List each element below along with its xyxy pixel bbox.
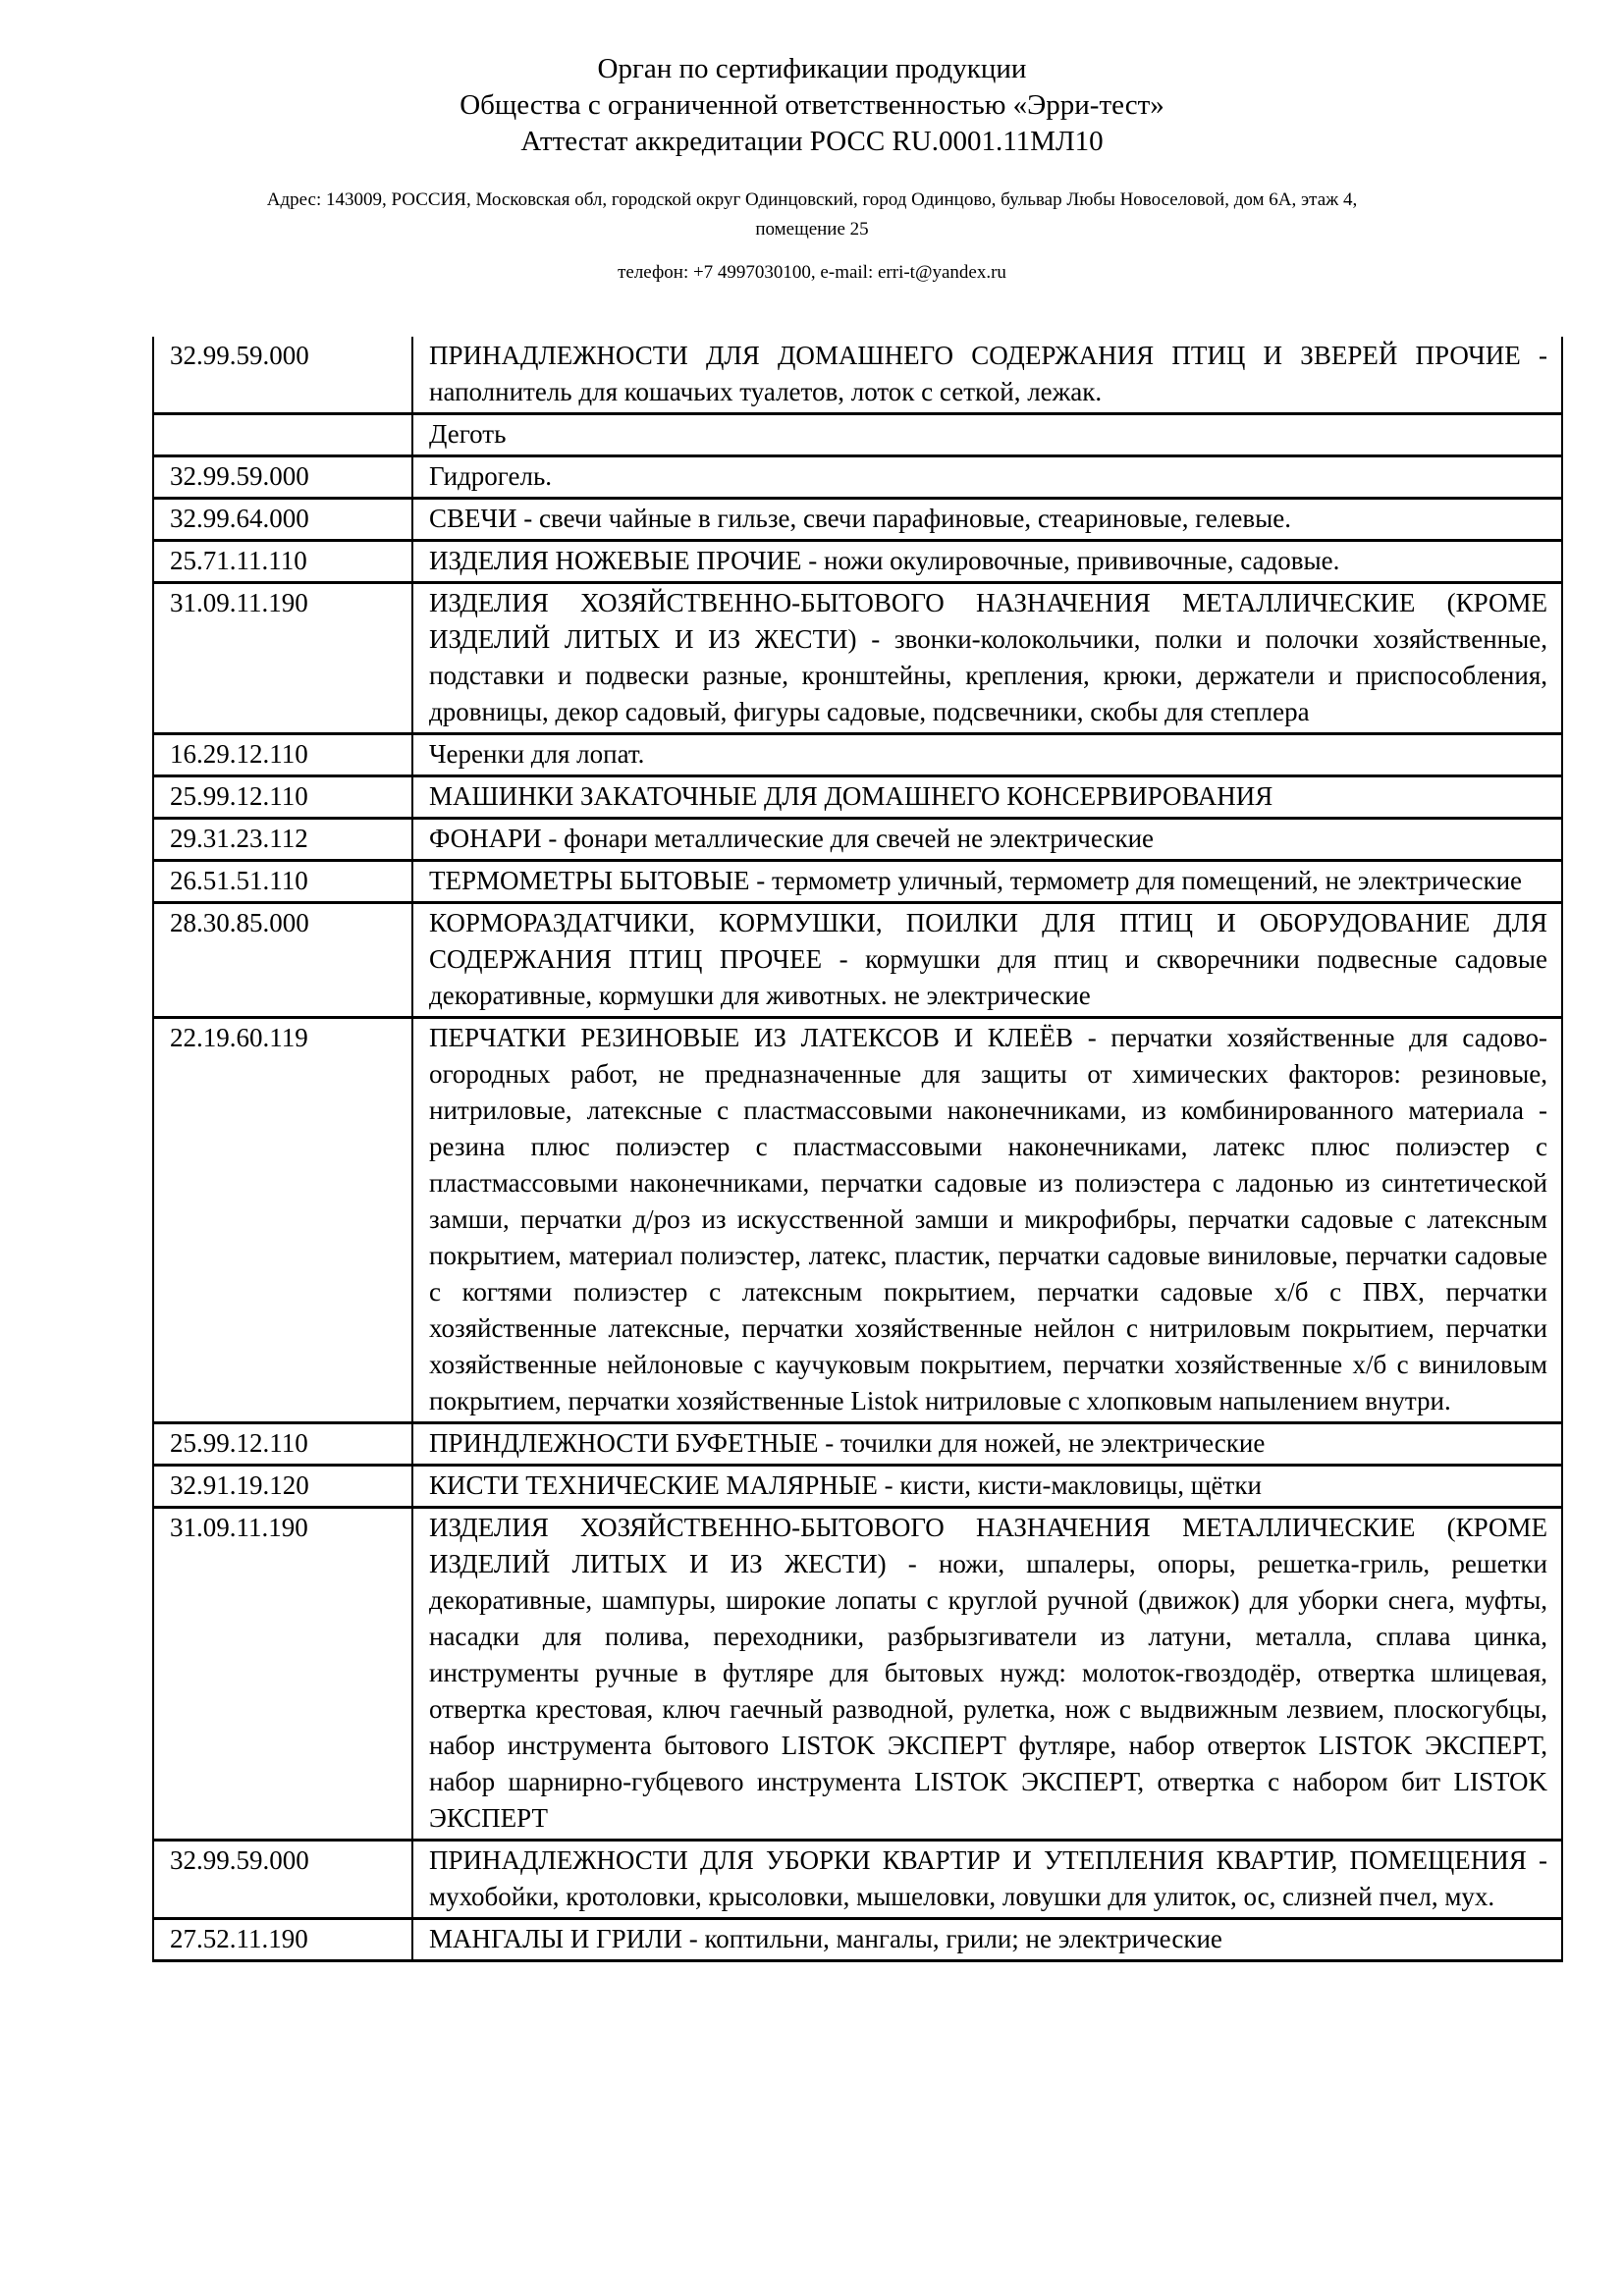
product-description-cell: ИЗДЕЛИЯ ХОЗЯЙСТВЕННО-БЫТОВОГО НАЗНАЧЕНИЯ МЕТАЛЛИЧЕСКИЕ (КРОМЕ ИЗДЕЛИЙ ЛИТЫХ И ИЗ ЖЕСТИ) - ножи, шпалеры, опоры, решетка-гриль, решетки декоративные, шампуры, широкие лопаты с круглой ручной (движок) для уборки снега, муфты, насадки для полива, переходники, разбрызгиватели из латуни, металла, сплава цинка, инструменты ручные в футляре для бытовых нужд: молоток-гвоздодёр, отвертка шлицевая, отвертка крестовая, ключ гаечный разводной, рулетка, нож с выдвижным лезвием, плоскогубцы, набор инструмента бытового LISTOK ЭКСПЕРТ футляре, набор отверток LISTOK ЭКСПЕРТ, набор шарнирно-губцевого инструмента LISTOK ЭКСПЕРТ, отвертка с набором бит LISTOK ЭКСПЕРТ: [412, 1508, 1562, 1841]
address-block: [0, 186, 1624, 244]
product-code-cell: [153, 414, 412, 456]
table-row: [153, 1466, 1562, 1508]
table-row: [153, 776, 1562, 819]
table-row: [153, 861, 1562, 903]
product-description-cell: СВЕЧИ - свечи чайные в гильзе, свечи парафиновые, стеариновые, гелевые.: [412, 499, 1562, 541]
organization-name: Общества с ограниченной ответственностью «Эрри-тест»: [460, 89, 1164, 121]
product-description-cell: ИЗДЕЛИЯ ХОЗЯЙСТВЕННО-БЫТОВОГО НАЗНАЧЕНИЯ МЕТАЛЛИЧЕСКИЕ (КРОМЕ ИЗДЕЛИЙ ЛИТЫХ И ИЗ ЖЕСТИ) - звонки-колокольчики, полки и полочки хозяйственные, подставки и подвески разные, кронштейны, крепления, крюки, держатели и приспособления, дровницы, декор садовый, фигуры садовые, подсвечники, скобы для степлера: [412, 583, 1562, 734]
product-description-cell: КОРМОРАЗДАТЧИКИ, КОРМУШКИ, ПОИЛКИ ДЛЯ ПТИЦ И ОБОРУДОВАНИЕ ДЛЯ СОДЕРЖАНИЯ ПТИЦ ПРОЧЕЕ - кормушки для птиц и скворечники подвесные садовые декоративные, кормушки для животных. не электрические: [412, 903, 1562, 1018]
table-row: [153, 903, 1562, 1018]
product-code-cell: 25.99.12.110: [153, 776, 412, 819]
product-code-cell: 31.09.11.190: [153, 583, 412, 734]
table-row: [153, 1508, 1562, 1841]
product-description-cell: ПРИНАДЛЕЖНОСТИ ДЛЯ УБОРКИ КВАРТИР И УТЕПЛЕНИЯ КВАРТИР, ПОМЕЩЕНИЯ - мухобойки, кротоловки, крысоловки, мышеловки, ловушки для улиток, ос, слизней пчел, мух.: [412, 1841, 1562, 1919]
product-description-cell: МАШИНКИ ЗАКАТОЧНЫЕ ДЛЯ ДОМАШНЕГО КОНСЕРВИРОВАНИЯ: [412, 776, 1562, 819]
address-line-1: Адрес: 143009, РОССИЯ, Московская обл, городской округ Одинцовский, город Одинцово, бульвар Любы Новоселовой, дом 6А, этаж 4,: [266, 189, 1358, 210]
product-description-cell: ТЕРМОМЕТРЫ БЫТОВЫЕ - термометр уличный, термометр для помещений, не электрические: [412, 861, 1562, 903]
product-code-cell: 32.91.19.120: [153, 1466, 412, 1508]
product-codes-table-body: [153, 337, 1562, 1961]
product-code-cell: 32.99.59.000: [153, 456, 412, 499]
address-line-2: помещение 25: [755, 219, 869, 240]
accreditation-certificate: Аттестат аккредитации РОСС RU.0001.11МЛ10: [520, 126, 1104, 157]
product-description-cell: ПРИНДЛЕЖНОСТИ БУФЕТНЫЕ - точилки для ножей, не электрические: [412, 1423, 1562, 1466]
product-code-cell: 25.99.12.110: [153, 1423, 412, 1466]
product-description-cell: ФОНАРИ - фонари металлические для свечей не электрические: [412, 819, 1562, 861]
product-description-cell: Черенки для лопат.: [412, 734, 1562, 776]
product-code-cell: 27.52.11.190: [153, 1919, 412, 1961]
product-code-cell: 25.71.11.110: [153, 541, 412, 583]
table-row: [153, 541, 1562, 583]
table-row: [153, 1841, 1562, 1919]
product-code-cell: 26.51.51.110: [153, 861, 412, 903]
product-code-cell: 22.19.60.119: [153, 1018, 412, 1423]
table-row: [153, 337, 1562, 414]
product-description-cell: Гидрогель.: [412, 456, 1562, 499]
table-row: [153, 414, 1562, 456]
table-row: [153, 734, 1562, 776]
table-row: [153, 1919, 1562, 1961]
product-description-cell: МАНГАЛЫ И ГРИЛИ - коптильни, мангалы, грили; не электрические: [412, 1919, 1562, 1961]
table-row: [153, 456, 1562, 499]
certification-body-name: Орган по сертификации продукции: [597, 53, 1027, 84]
product-code-cell: 32.99.59.000: [153, 1841, 412, 1919]
product-code-cell: 28.30.85.000: [153, 903, 412, 1018]
table-row: [153, 583, 1562, 734]
table-row: [153, 819, 1562, 861]
product-code-cell: 32.99.59.000: [153, 337, 412, 414]
product-code-cell: 31.09.11.190: [153, 1508, 412, 1841]
product-description-cell: ПРИНАДЛЕЖНОСТИ ДЛЯ ДОМАШНЕГО СОДЕРЖАНИЯ ПТИЦ И ЗВЕРЕЙ ПРОЧИЕ - наполнитель для кошачьих туалетов, лоток с сеткой, лежак.: [412, 337, 1562, 414]
product-description-cell: КИСТИ ТЕХНИЧЕСКИЕ МАЛЯРНЫЕ - кисти, кисти-макловицы, щётки: [412, 1466, 1562, 1508]
contact-line: телефон: +7 4997030100, e-mail: erri-t@yandex.ru: [618, 262, 1006, 283]
product-description-cell: ПЕРЧАТКИ РЕЗИНОВЫЕ ИЗ ЛАТЕКСОВ И КЛЕЁВ - перчатки хозяйственные для садово-огородных работ, не предназначенные для защиты от химических факторов: резиновые, нитриловые, латексные с пластмассовыми наконечниками, из комбинированного материала - резина плюс полиэстер с пластмассовыми наконечниками, латекс плюс полиэстер с пластмассовыми наконечниками, перчатки садовые из полиэстера с ладонью из синтетической замши, перчатки д/роз из искусственной замши и микрофибры, перчатки садовые с латексным покрытием, материал полиэстер, латекс, пластик, перчатки садовые виниловые, перчатки садовые с когтями полиэстер с латексным покрытием, перчатки садовые х/б с ПВХ, перчатки хозяйственные латексные, перчатки хозяйственные нейлон с нитриловым покрытием, перчатки хозяйственные нейлоновые с каучуковым покрытием, перчатки хозяйственные х/б с виниловым покрытием, перчатки хозяйственные Listok нитриловые с хлопковым напылением внутри.: [412, 1018, 1562, 1423]
product-code-cell: 16.29.12.110: [153, 734, 412, 776]
product-description-cell: ИЗДЕЛИЯ НОЖЕВЫЕ ПРОЧИЕ - ножи окулировочные, прививочные, садовые.: [412, 541, 1562, 583]
table-row: [153, 1423, 1562, 1466]
product-description-cell: Деготь: [412, 414, 1562, 456]
page-header: [0, 0, 1624, 288]
product-code-cell: 32.99.64.000: [153, 499, 412, 541]
table-row: [153, 1018, 1562, 1423]
table-row: [153, 499, 1562, 541]
product-codes-table: [152, 337, 1563, 1962]
product-code-cell: 29.31.23.112: [153, 819, 412, 861]
